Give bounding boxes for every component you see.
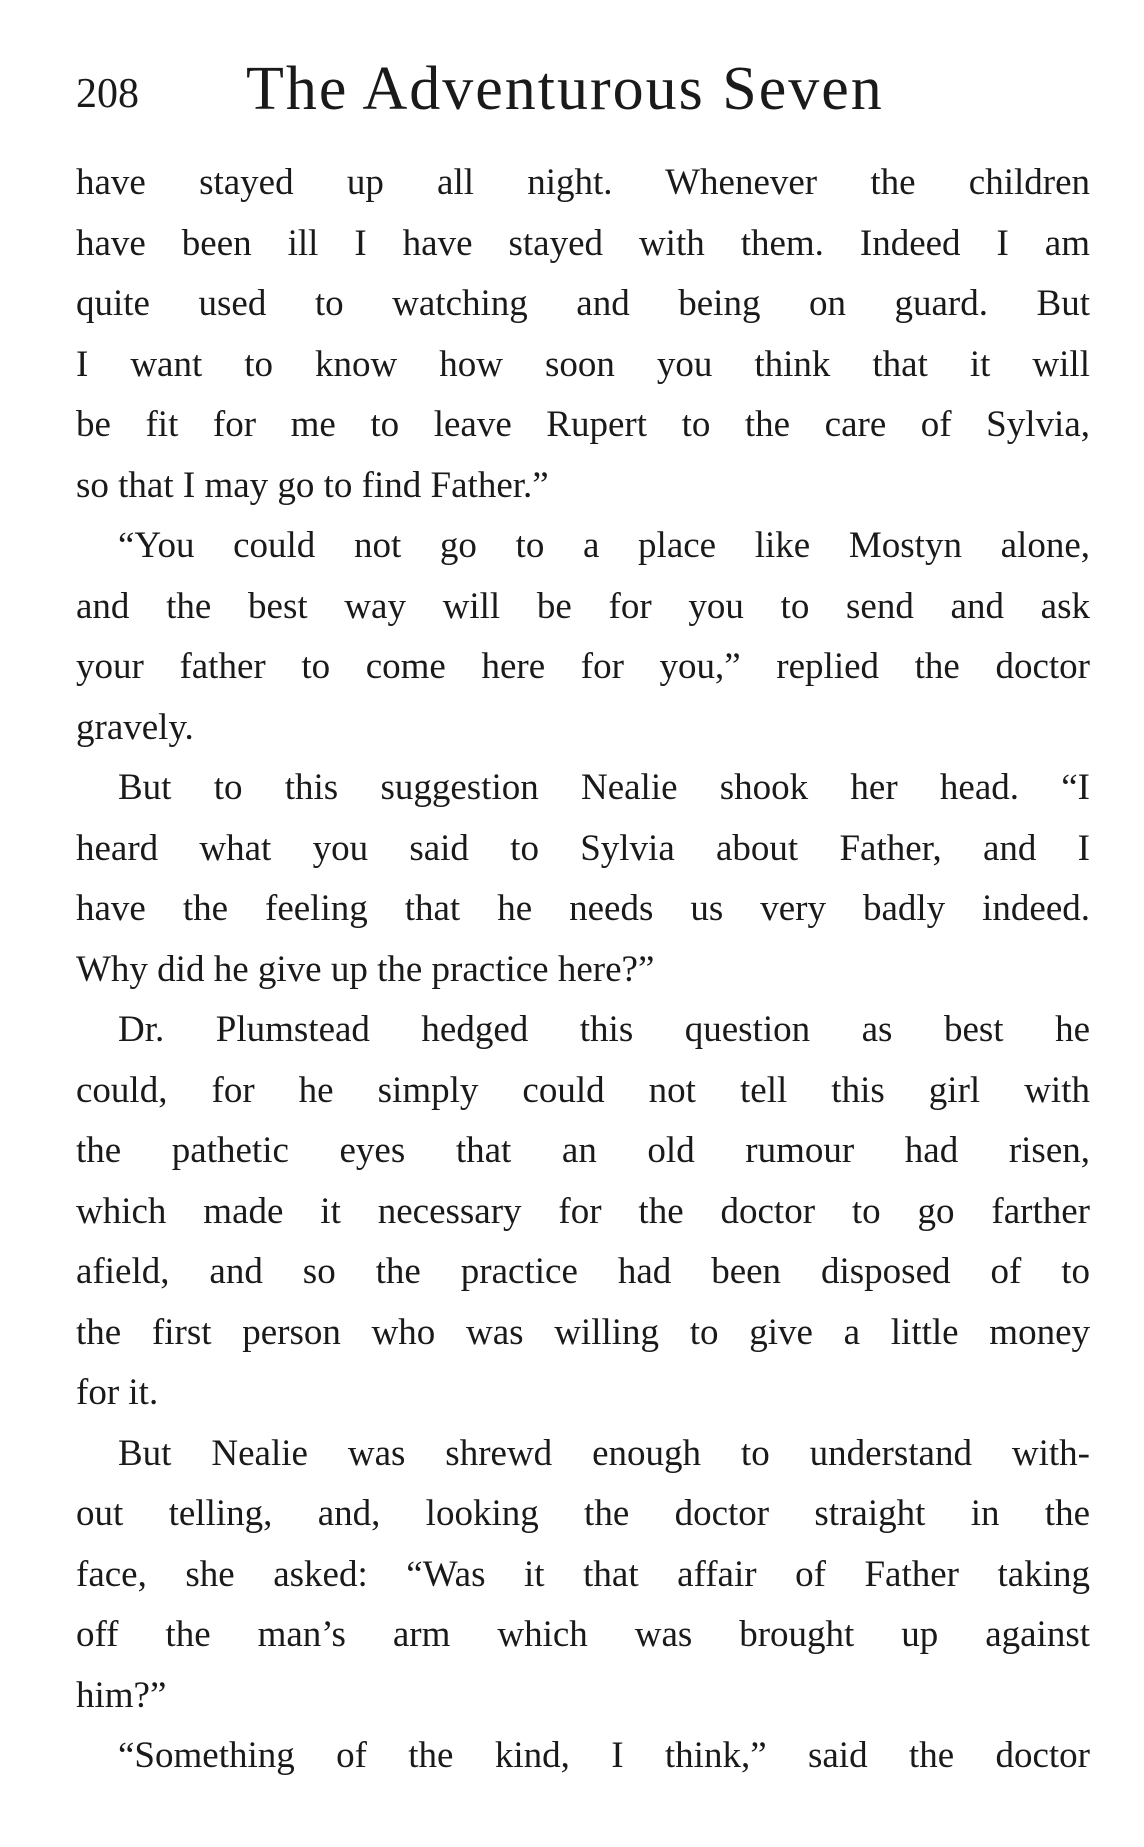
text-line: for it. xyxy=(76,1372,159,1413)
text-line: him?” xyxy=(76,1674,167,1716)
text-line: your father to come here for you,” replied the doctor xyxy=(76,646,1090,687)
text-line: the pathetic eyes that an old rumour had risen, xyxy=(76,1130,1090,1171)
text-line: But Nealie was shrewd enough to understand with- xyxy=(118,1432,1090,1474)
text-line: the first person who was willing to give a little money xyxy=(76,1311,1090,1353)
text-line: have stayed up all night. Whenever the children xyxy=(76,162,1090,203)
text-line: and the best way will be for you to send and ask xyxy=(76,585,1090,627)
text-line: afield, and so the practice had been disposed of to xyxy=(76,1251,1090,1292)
page-number: 208 xyxy=(76,71,139,117)
text-line: heard what you said to Sylvia about Father, and I xyxy=(76,827,1090,869)
text-line: out telling, and, looking the doctor straight in the xyxy=(76,1493,1090,1534)
text-line: Dr. Plumstead hedged this question as best he xyxy=(118,1009,1090,1050)
text-line: “You could not go to a place like Mostyn alone, xyxy=(118,525,1090,566)
text-line: could, for he simply could not tell this girl with xyxy=(76,1069,1090,1111)
text-line: face, she asked: “Was it that affair of Father taking xyxy=(76,1553,1090,1595)
text-line: quite used to watching and being on guard. But xyxy=(76,283,1090,324)
text-line: so that I may go to find Father.” xyxy=(76,464,549,506)
text-line: off the man’s arm which was brought up against xyxy=(76,1614,1090,1655)
text-line: be fit for me to leave Rupert to the care of Sylvia, xyxy=(76,404,1090,445)
body-text xyxy=(76,153,1090,1787)
text-line: have been ill I have stayed with them. Indeed I am xyxy=(76,222,1090,264)
running-title: The Adventurous Seven xyxy=(246,55,884,123)
text-line: “Something of the kind, I think,” said the doctor xyxy=(118,1735,1090,1776)
running-head xyxy=(76,44,1096,134)
text-line: have the feeling that he needs us very badly indeed. xyxy=(76,888,1090,929)
text-line: I want to know how soon you think that it will xyxy=(76,343,1090,385)
text-line: Why did he give up the practice here?” xyxy=(76,948,655,990)
text-line: which made it necessary for the doctor to go farther xyxy=(76,1190,1090,1232)
text-line: gravely. xyxy=(76,706,194,748)
text-line: But to this suggestion Nealie shook her head. “I xyxy=(118,767,1090,808)
